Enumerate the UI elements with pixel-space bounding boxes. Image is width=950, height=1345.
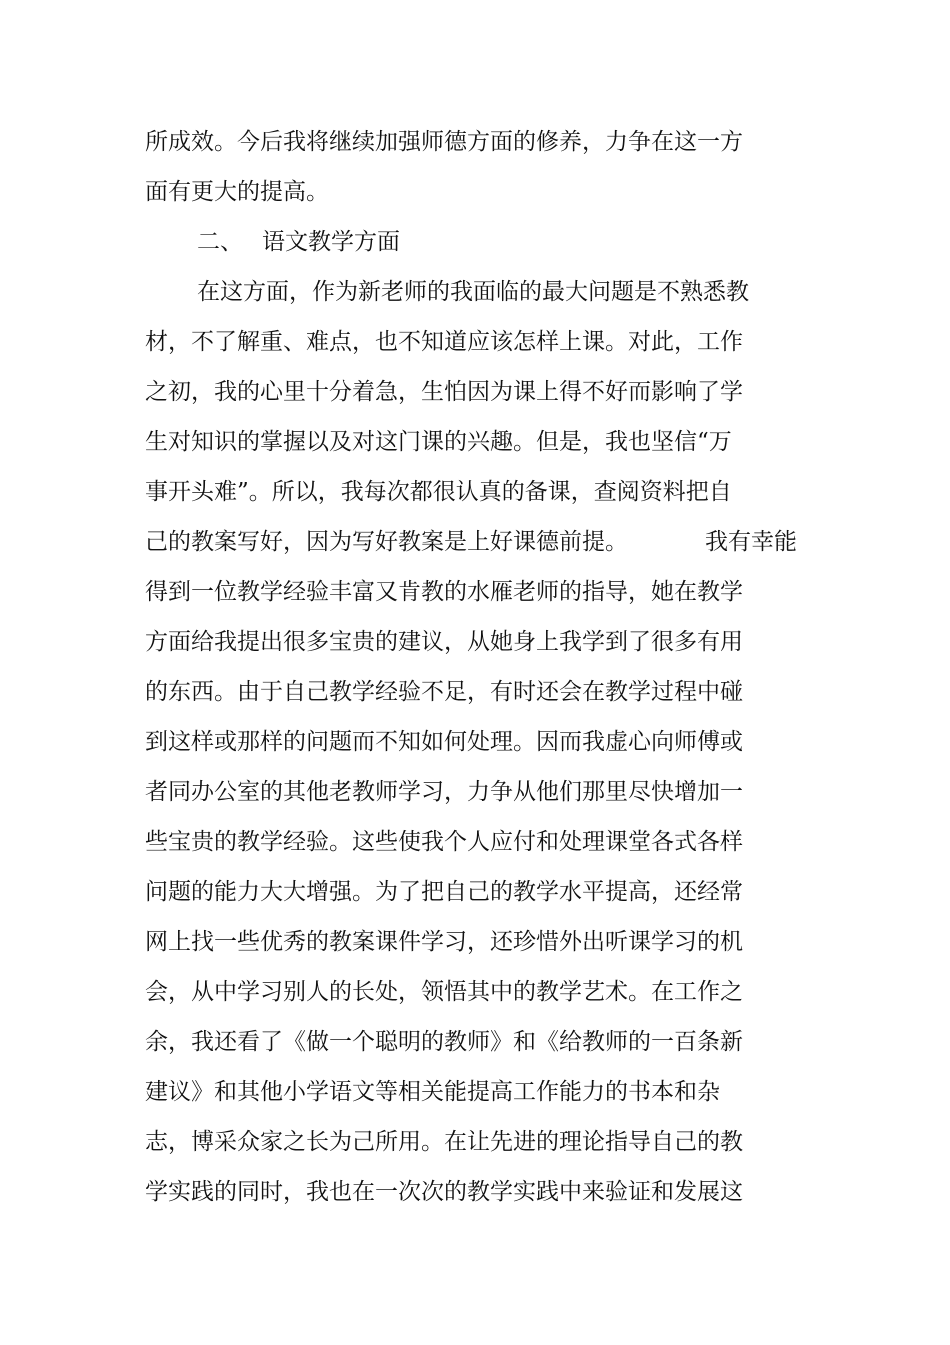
paragraph-line: 所成效。今后我将继续加强师德方面的修养，力争在这一方 bbox=[145, 129, 743, 155]
paragraph-line: 在这方面，作为新老师的我面临的最大问题是不熟悉教 bbox=[197, 279, 749, 305]
paragraph-line: 网上找一些优秀的教案课件学习，还珍惜外出听课学习的机 bbox=[145, 929, 743, 955]
paragraph-line: 方面给我提出很多宝贵的建议，从她身上我学到了很多有用 bbox=[145, 629, 743, 655]
paragraph-line: 得到一位教学经验丰富又肯教的水雁老师的指导，她在教学 bbox=[145, 579, 743, 605]
paragraph-line: 者同办公室的其他老教师学习，力争从他们那里尽快增加一 bbox=[145, 779, 743, 805]
paragraph-line: 到这样或那样的问题而不知如何处理。因而我虚心向师傅或 bbox=[145, 729, 743, 755]
paragraph-line: 学实践的同时，我也在一次次的教学实践中来验证和发展这 bbox=[145, 1179, 743, 1205]
paragraph-line: 的东西。由于自己教学经验不足，有时还会在教学过程中碰 bbox=[145, 679, 743, 705]
paragraph-line: 会，从中学习别人的长处，领悟其中的教学艺术。在工作之 bbox=[145, 979, 743, 1005]
section-heading-text: 语文教学方面 bbox=[262, 229, 400, 255]
paragraph-line: 志，博采众家之长为己所用。在让先进的理论指导自己的教 bbox=[145, 1129, 743, 1155]
paragraph-line: 事开头难”。所以，我每次都很认真的备课，查阅资料把自 bbox=[145, 479, 732, 505]
paragraph-line: 些宝贵的教学经验。这些使我个人应付和处理课堂各式各样 bbox=[145, 829, 743, 855]
paragraph-line-trailing: 我有幸能 bbox=[705, 529, 797, 555]
paragraph-line: 己的教案写好，因为写好教案是上好课德前提。 bbox=[145, 529, 628, 555]
paragraph-line: 建议》和其他小学语文等相关能提高工作能力的书本和杂 bbox=[145, 1079, 720, 1105]
paragraph-line: 余，我还看了《做一个聪明的教师》和《给教师的一百条新 bbox=[145, 1029, 743, 1055]
paragraph-line: 之初，我的心里十分着急，生怕因为课上得不好而影响了学 bbox=[145, 379, 743, 405]
paragraph-line: 材，不了解重、难点，也不知道应该怎样上课。对此，工作 bbox=[145, 329, 743, 355]
section-heading-number: 二、 bbox=[197, 229, 243, 255]
paragraph-line: 问题的能力大大增强。为了把自己的教学水平提高，还经常 bbox=[145, 879, 743, 905]
paragraph-line: 面有更大的提高。 bbox=[145, 179, 329, 205]
paragraph-line: 生对知识的掌握以及对这门课的兴趣。但是，我也坚信“万 bbox=[145, 429, 732, 455]
